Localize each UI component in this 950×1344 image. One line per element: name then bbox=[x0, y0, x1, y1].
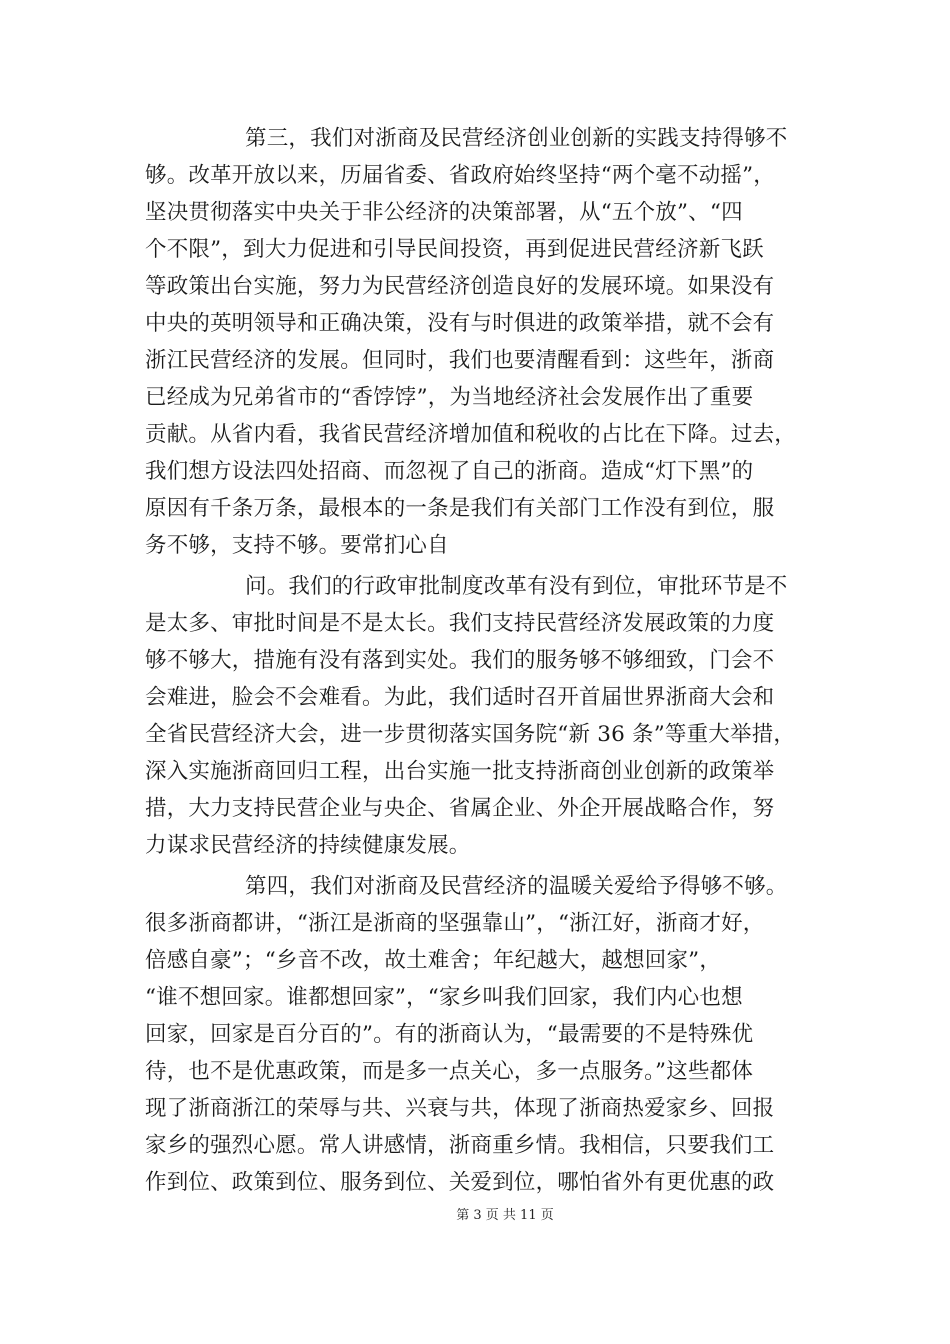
text-line: 深入实施浙商回归工程，出台实施一批支持浙商创业创新的政策举 bbox=[145, 759, 775, 784]
text-line: 家乡的强烈心愿。常人讲感情，浙商重乡情。我相信，只要我们工 bbox=[145, 1133, 775, 1158]
paragraph-self-reflection bbox=[145, 568, 825, 864]
text-line: 中央的英明领导和正确决策，没有与时俱进的政策举措，就不会有 bbox=[145, 311, 775, 336]
text-line: 够。改革开放以来，历届省委、省政府始终坚持“两个毫不动摇”， bbox=[145, 163, 775, 188]
text-line: 现了浙商浙江的荣辱与共、兴衰与共，体现了浙商热爱家乡、回报 bbox=[145, 1096, 775, 1121]
page-number-footer: 第 3 页 共 11 页 bbox=[456, 1208, 554, 1223]
text-line: 待，也不是优惠政策，而是多一点关心，多一点服务。”这些都体 bbox=[145, 1059, 754, 1084]
text-line: 原因有千条万条，最根本的一条是我们有关部门工作没有到位，服 bbox=[145, 496, 775, 521]
text-line: 坚决贯彻落实中央关于非公经济的决策部署，从“五个放”、“四 bbox=[145, 200, 743, 225]
text-line: 全省民营经济大会，进一步贯彻落实国务院“新 36 条”等重大举措， bbox=[145, 722, 796, 747]
text-line: 会难进，脸会不会难看。为此，我们适时召开首届世界浙商大会和 bbox=[145, 685, 775, 710]
text-line: 作到位、政策到位、服务到位、关爱到位，哪怕省外有更优惠的政 bbox=[145, 1170, 775, 1195]
text-line: 问。我们的行政审批制度改革有没有到位，审批环节是不 bbox=[245, 574, 788, 599]
paragraph-third-point bbox=[145, 120, 825, 564]
text-line: 回家，回家是百分百的”。有的浙商认为，“最需要的不是特殊优 bbox=[145, 1022, 754, 1047]
text-line: 已经成为兄弟省市的“香饽饽”，为当地经济社会发展作出了重要 bbox=[145, 385, 754, 410]
text-line: 很多浙商都讲，“浙江是浙商的坚强靠山”，“浙江好，浙商才好， bbox=[145, 911, 765, 936]
text-line: 第三，我们对浙商及民营经济创业创新的实践支持得够不 bbox=[245, 126, 788, 151]
text-line: 贡献。从省内看，我省民营经济增加值和税收的占比在下降。过去， bbox=[145, 422, 797, 447]
text-line: 我们想方设法四处招商、而忽视了自己的浙商。造成“灯下黑”的 bbox=[145, 459, 754, 484]
text-line: 倍感自豪”；“乡音不改，故土难舍；年纪越大，越想回家”， bbox=[145, 948, 722, 973]
text-line: 第四，我们对浙商及民营经济的温暖关爱给予得够不够。 bbox=[245, 874, 788, 899]
text-line: 措，大力支持民营企业与央企、省属企业、外企开展战略合作，努 bbox=[145, 796, 775, 821]
text-line: 个不限”，到大力促进和引导民间投资，再到促进民营经济新飞跃 bbox=[145, 237, 764, 262]
text-line: 力谋求民营经济的持续健康发展。 bbox=[145, 833, 471, 858]
text-line: 够不够大，措施有没有落到实处。我们的服务够不够细致，门会不 bbox=[145, 648, 775, 673]
text-line: 务不够，支持不够。要常扪心自 bbox=[145, 533, 449, 558]
text-line: 是太多、审批时间是不是太长。我们支持民营经济发展政策的力度 bbox=[145, 611, 775, 636]
text-line: “谁不想回家。谁都想回家”，“家乡叫我们回家，我们内心也想 bbox=[145, 985, 743, 1010]
paragraph-fourth-point bbox=[145, 868, 825, 1201]
document-page bbox=[145, 120, 825, 1201]
text-line: 等政策出台实施，努力为民营经济创造良好的发展环境。如果没有 bbox=[145, 274, 775, 299]
text-line: 浙江民营经济的发展。但同时，我们也要清醒看到：这些年，浙商 bbox=[145, 348, 775, 373]
